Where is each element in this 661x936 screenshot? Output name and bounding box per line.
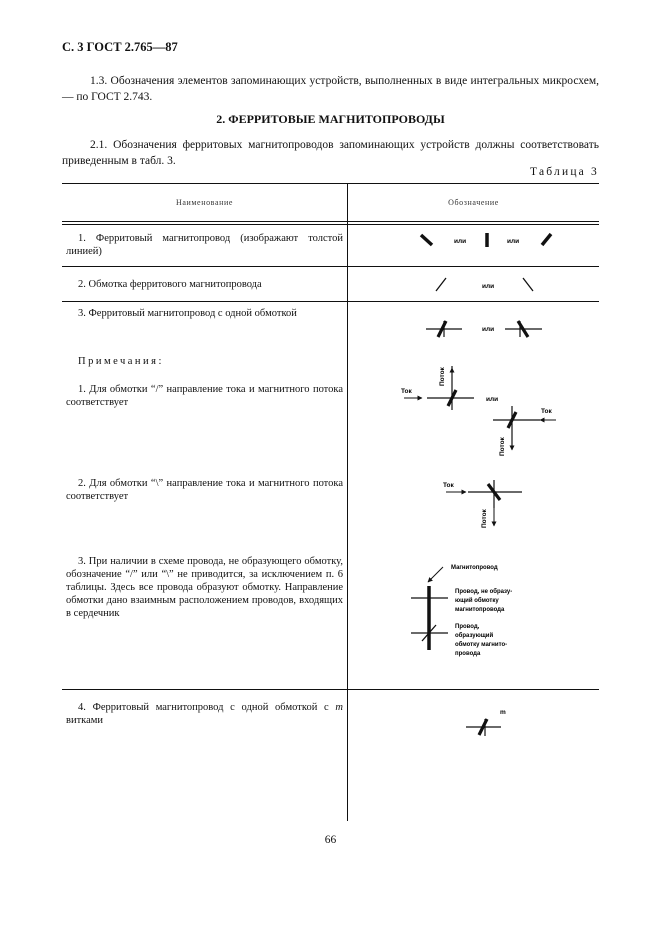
row-1-name: 1. Ферритовый магнитопровод (изображают толстой линией) [66,233,343,257]
row-2-name: 2. Обмотка ферритового магнитопровода [78,279,262,290]
note-3-diagram [411,565,512,657]
page-header: С. 3 ГОСТ 2.765—87 [62,40,178,54]
section-title: 2. ФЕРРИТОВЫЕ МАГНИТОПРОВОДЫ [216,112,445,126]
note-3: 3. При наличии в схеме провода, не образующего обмотку, обозначение “/” или “\” не приводится, за исключением п. 6 таблицы. Здесь все провода образуют обмотку. Направление обмотки дано взаимным расположением проводов, входящих в сердечник [66,556,343,619]
notes-title: Примечания: [78,356,164,367]
or-label: или [486,396,499,403]
core-label: Магнитопровод [451,565,498,571]
column-header-symbol: Обозначение [448,198,499,207]
winding-symbol-group [436,278,533,291]
core-winding-m-turns-group [466,709,506,736]
flux-label: Поток [499,437,506,456]
winding-slash [436,278,446,291]
row-4-name: 4. Ферритовый магнитопровод с одной обмоткой с m витками [66,702,343,726]
table-caption: Таблица 3 [530,166,599,178]
note-1-diagram [401,366,556,456]
or-label: или [482,326,495,333]
core-symbol-group [421,233,551,247]
or-label: или [454,238,467,245]
row-3-name: 3. Ферритовый магнитопровод с одной обмоткой [78,308,297,319]
wire-winding-label: обмотку магнито- [455,642,508,648]
wire-not-winding-label: магнитопровода [455,607,505,613]
wire-winding-label: образующий [455,633,494,639]
wire-winding-label: Провод, [455,624,480,630]
current-label: Ток [541,408,552,415]
core-thick-backslash [421,235,432,245]
note-2: 2. Для обмотки “\” направление тока и магнитного потока соответствует [66,478,343,502]
note-2-diagram [443,480,522,528]
wire-not-winding-label: ющий обмотку [455,598,499,604]
wire-winding-label: провода [455,651,481,657]
core-with-winding-group [426,321,542,337]
wire-not-winding-label: Провод, не образу- [455,589,513,595]
or-label: или [482,283,495,290]
or-label: или [507,238,520,245]
page-number: 66 [324,834,337,846]
note-1: 1. Для обмотки “/” направление тока и магнитного потока соответствует [66,384,343,408]
column-header-name: Наименование [175,198,234,207]
flux-label: Поток [439,367,446,386]
current-label: Ток [401,388,412,395]
turns-count-label: m [500,709,506,716]
paragraph-2-1: 2.1. Обозначения ферритовых магнитопроводов запоминающих устройств должны соответствовать приведенным в табл. 3. [62,139,599,167]
core-thick-slash [542,234,551,245]
current-label: Ток [443,482,454,489]
paragraph-1-3: 1.3. Обозначения элементов запоминающих устройств, выполненных в виде интегральных микросхем, — по ГОСТ 2.743. [62,75,599,103]
core-pointer-arrow [428,567,443,582]
winding-backslash [523,278,533,291]
flux-label: Поток [481,509,488,528]
